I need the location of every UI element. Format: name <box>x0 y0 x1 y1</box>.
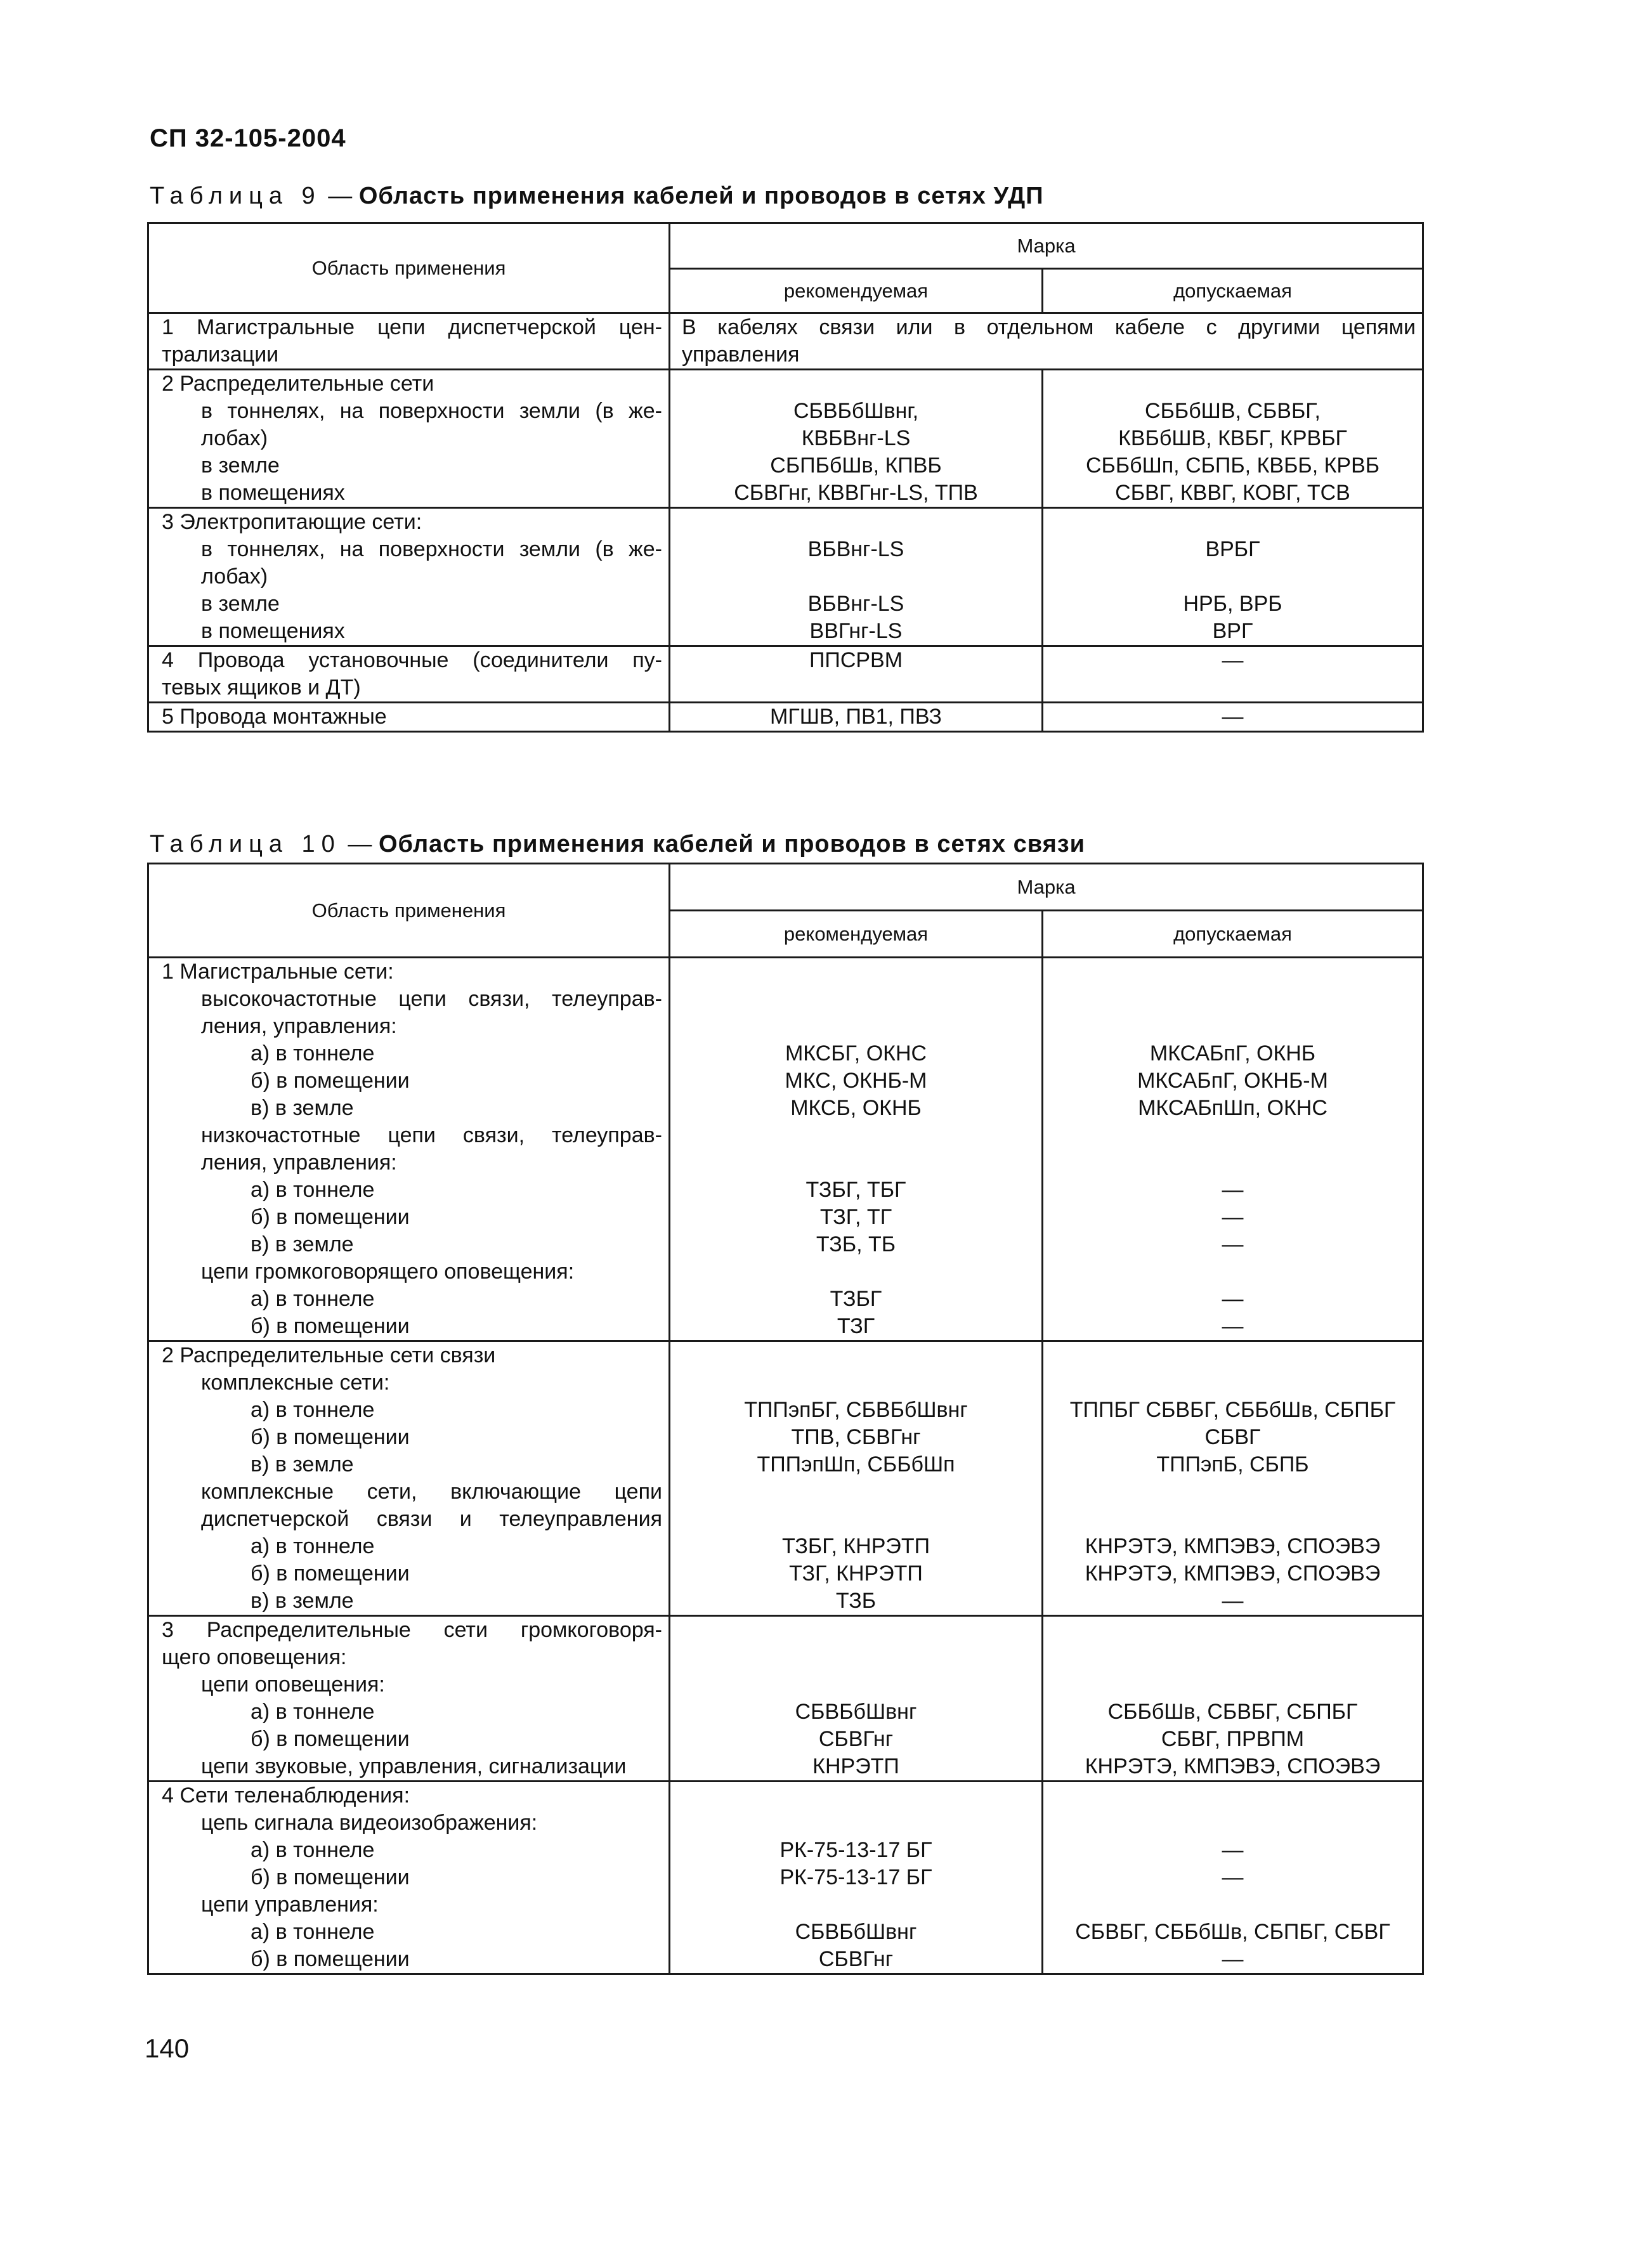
table10-row <box>148 958 1423 1341</box>
area-line: комплексные сети, включающие цепи <box>201 1480 662 1504</box>
area-line: цепи оповещения: <box>201 1672 385 1697</box>
value-line: ТЗБГ, ТБГ <box>805 1178 906 1202</box>
value-line <box>670 1644 1041 1671</box>
value-line <box>670 674 1041 701</box>
value-line <box>670 1506 1041 1533</box>
area-line: б) в помещении <box>251 1947 410 1971</box>
value-line: ТЗГ, КНРЭТП <box>789 1561 923 1586</box>
value-line <box>670 1258 1041 1286</box>
area-line: щего оповещения: <box>162 1645 347 1669</box>
area-line: 2 Распределительные сети <box>162 372 434 396</box>
value-line <box>670 1809 1041 1837</box>
value-line <box>670 1122 1041 1149</box>
area-line: 4 Сети теленаблюдения: <box>162 1783 410 1808</box>
table10-area-cell <box>148 1341 670 1616</box>
value-line: МКСБГ, ОКНС <box>785 1041 927 1066</box>
value-line: СББбШВ, СБВБГ, <box>1145 399 1321 423</box>
table10-allowed-cell <box>1043 1782 1423 1974</box>
area-line: трализации <box>162 342 279 367</box>
value-line <box>1043 1644 1422 1671</box>
area-line: цепи звуковые, управления, сигнализации <box>201 1754 627 1778</box>
table9-allowed-cell <box>1043 370 1423 508</box>
value-line: ППСРВМ <box>809 648 903 672</box>
value-line: КНРЭТЭ, КМПЭВЭ, СПОЭВЭ <box>1085 1561 1381 1586</box>
value-line: ТППэпБ, СБПБ <box>1156 1452 1309 1476</box>
area-line: а) в тоннеле <box>251 1178 375 1202</box>
area-line: лобах) <box>201 426 268 450</box>
table10-row <box>148 1341 1423 1616</box>
table10-row <box>148 1782 1423 1974</box>
value-line: — <box>1222 705 1244 729</box>
value-line: ВВГнг-LS <box>809 619 903 643</box>
value-line: РК-75-13-17 БГ <box>779 1865 932 1889</box>
value-line <box>1043 563 1422 590</box>
area-line: 4 Провода установочные (соединители пу- <box>162 648 662 672</box>
table10-header-allowed: допускаемая <box>1043 911 1423 958</box>
table9-row <box>148 508 1423 646</box>
table10-header-recommended: рекомендуемая <box>670 911 1043 958</box>
value-line: СБВГ, ПРВПМ <box>1161 1727 1305 1751</box>
table9-header-area: Область применения <box>148 223 670 313</box>
area-line: ления, управления: <box>201 1014 397 1038</box>
table9-allowed-cell <box>1043 508 1423 646</box>
value-line: КВБбШВ, КВБГ, КРВБГ <box>1118 426 1347 450</box>
value-line: КВБВнг-LS <box>801 426 911 450</box>
value-line: — <box>1222 648 1244 672</box>
table9-allowed-cell <box>1043 646 1423 703</box>
value-line: МКСАБпГ, ОКНБ-М <box>1137 1069 1328 1093</box>
value-line <box>1043 1782 1422 1809</box>
table10-area-cell <box>148 1616 670 1782</box>
table9-row <box>148 313 1423 370</box>
value-line <box>670 370 1041 398</box>
value-line: — <box>1222 1865 1244 1889</box>
table9-header-recommended: рекомендуемая <box>670 269 1043 313</box>
table9-area-cell <box>148 646 670 703</box>
value-line: КНРЭТП <box>812 1754 899 1778</box>
value-line <box>670 563 1041 590</box>
area-line: лобах) <box>201 564 268 589</box>
table9-area-cell <box>148 508 670 646</box>
area-line: 3 Распределительные сети громкоговоря- <box>162 1618 662 1642</box>
value-line: СБВГнг <box>818 1947 894 1971</box>
page-number: 140 <box>145 2033 190 2063</box>
area-line: б) в помещении <box>251 1727 410 1751</box>
value-line <box>1043 674 1422 701</box>
value-line: СБВГ, КВВГ, КОВГ, ТСВ <box>1115 481 1350 505</box>
table10-area-cell <box>148 1782 670 1974</box>
table10-header-mark: Марка <box>670 864 1423 911</box>
area-line: б) в помещении <box>251 1205 410 1229</box>
value-line <box>670 986 1041 1013</box>
table9-header-allowed: допускаемая <box>1043 269 1423 313</box>
table9-caption-dash: — <box>321 183 359 209</box>
value-line: ВРГ <box>1212 619 1253 643</box>
table9-caption-label: Таблица 9 <box>150 183 322 209</box>
value-line <box>670 958 1041 986</box>
value-line: ТППэпБГ, СБВБбШвнг <box>744 1398 968 1422</box>
value-line: СБВБГ, СББбШв, СБПБГ, СБВГ <box>1075 1920 1390 1944</box>
area-line: 1 Магистральные сети: <box>162 960 394 984</box>
area-line: в) в земле <box>251 1096 354 1120</box>
area-line: цепь сигнала видеоизображения: <box>201 1811 538 1835</box>
value-line: ВБВнг-LS <box>807 537 904 561</box>
value-line <box>1043 1671 1422 1698</box>
table10-caption-label: Таблица 10 <box>150 831 341 857</box>
value-line <box>1043 1149 1422 1176</box>
merged-line: управления <box>682 342 800 367</box>
value-line: МКСБ, ОКНБ <box>790 1096 922 1120</box>
area-line: а) в тоннеле <box>251 1700 375 1724</box>
value-line <box>1043 1506 1422 1533</box>
table9-recommended-cell <box>670 508 1043 646</box>
value-line: ТППэпШп, СББбШп <box>757 1452 955 1476</box>
table9 <box>147 222 1424 733</box>
value-line: — <box>1222 1589 1244 1613</box>
area-line: 2 Распределительные сети связи <box>162 1343 496 1367</box>
value-line: СБВБбШвнг <box>795 1700 917 1724</box>
value-line: ТЗБГ, КНРЭТП <box>781 1534 930 1558</box>
value-line <box>670 1342 1041 1369</box>
value-line <box>1043 509 1422 536</box>
value-line: СБВГнг, КВВГнг-LS, ТПВ <box>734 481 978 505</box>
area-line: а) в тоннеле <box>251 1838 375 1862</box>
value-line: ТЗГ <box>837 1314 875 1338</box>
table10-header-area: Область применения <box>148 864 670 958</box>
value-line <box>1043 1809 1422 1837</box>
table10-allowed-cell <box>1043 958 1423 1341</box>
area-line: в земле <box>201 592 280 616</box>
value-line: КНРЭТЭ, КМПЭВЭ, СПОЭВЭ <box>1085 1754 1381 1778</box>
area-line: а) в тоннеле <box>251 1920 375 1944</box>
area-line: в помещениях <box>201 619 345 643</box>
area-line: в земле <box>201 453 280 478</box>
value-line: ВРБГ <box>1205 537 1260 561</box>
area-line: в) в земле <box>251 1452 354 1476</box>
table9-recommended-cell <box>670 370 1043 508</box>
area-line: б) в помещении <box>251 1069 410 1093</box>
value-line <box>1043 1617 1422 1644</box>
table10-allowed-cell <box>1043 1341 1423 1616</box>
table9-area-cell <box>148 370 670 508</box>
value-line: МКСАБпШп, ОКНС <box>1138 1096 1327 1120</box>
table10-recommended-cell <box>670 1616 1043 1782</box>
table10-recommended-cell <box>670 958 1043 1341</box>
table10-caption-title: Область применения кабелей и проводов в сетях связи <box>378 831 1086 857</box>
table10-row <box>148 1616 1423 1782</box>
table10-caption-dash: — <box>341 831 379 857</box>
value-line: — <box>1222 1178 1244 1202</box>
area-line: ления, управления: <box>201 1150 397 1175</box>
area-line: в тоннелях, на поверхности земли (в же- <box>201 399 662 423</box>
table10-recommended-cell <box>670 1341 1043 1616</box>
value-line: МКСАБпГ, ОКНБ <box>1149 1041 1316 1066</box>
value-line: ТЗБ <box>835 1589 877 1613</box>
value-line: ТППБГ СБВБГ, СББбШв, СБПБГ <box>1069 1398 1396 1422</box>
value-line: СБВГ <box>1204 1425 1261 1449</box>
table9-caption-title: Область применения кабелей и проводов в сетях УДП <box>358 183 1044 209</box>
value-line: — <box>1222 1314 1244 1338</box>
table9-row <box>148 646 1423 703</box>
value-line <box>1043 1258 1422 1286</box>
value-line <box>670 1149 1041 1176</box>
area-line: 3 Электропитающие сети: <box>162 510 422 534</box>
area-line: высокочастотные цепи связи, телеуправ- <box>201 987 662 1011</box>
value-line: — <box>1222 1947 1244 1971</box>
value-line <box>1043 1891 1422 1919</box>
value-line: — <box>1222 1205 1244 1229</box>
value-line <box>670 1617 1041 1644</box>
value-line <box>670 1369 1041 1397</box>
area-line: в тоннелях, на поверхности земли (в же- <box>201 537 662 561</box>
value-line <box>670 1782 1041 1809</box>
value-line: РК-75-13-17 БГ <box>779 1838 932 1862</box>
table10-allowed-cell <box>1043 1616 1423 1782</box>
area-line: низкочастотные цепи связи, телеуправ- <box>201 1123 662 1147</box>
table10 <box>147 863 1424 1975</box>
area-line: цепи управления: <box>201 1893 379 1917</box>
value-line: НРБ, ВРБ <box>1183 592 1282 616</box>
value-line <box>670 1478 1041 1506</box>
value-line: ТЗБГ <box>830 1287 882 1311</box>
table9-allowed-cell <box>1043 703 1423 732</box>
table9-area-cell <box>148 313 670 370</box>
area-line: б) в помещении <box>251 1314 410 1338</box>
area-line: в помещениях <box>201 481 345 505</box>
value-line: СББбШв, СБВБГ, СБПБГ <box>1107 1700 1358 1724</box>
table10-area-cell <box>148 958 670 1341</box>
value-line: ВБВнг-LS <box>807 592 904 616</box>
value-line <box>1043 958 1422 986</box>
value-line <box>670 509 1041 536</box>
value-line: МКС, ОКНБ-М <box>785 1069 927 1093</box>
value-line: ТЗГ, ТГ <box>819 1205 892 1229</box>
area-line: б) в помещении <box>251 1865 410 1889</box>
area-line: в) в земле <box>251 1232 354 1256</box>
area-line: комплексные сети: <box>201 1371 390 1395</box>
table9-recommended-cell <box>670 703 1043 732</box>
value-line <box>1043 1342 1422 1369</box>
value-line: — <box>1222 1287 1244 1311</box>
table10-recommended-cell <box>670 1782 1043 1974</box>
value-line: СБПБбШв, КПВБ <box>770 453 942 478</box>
table9-recommended-cell <box>670 646 1043 703</box>
value-line <box>1043 1013 1422 1040</box>
value-line <box>670 1013 1041 1040</box>
area-line: в) в земле <box>251 1589 354 1613</box>
table9-caption <box>150 183 1044 210</box>
value-line <box>1043 1122 1422 1149</box>
value-line: — <box>1222 1232 1244 1256</box>
value-line <box>670 1671 1041 1698</box>
area-line: тевых ящиков и ДТ) <box>162 675 361 700</box>
value-line: ТЗБ, ТБ <box>816 1232 896 1256</box>
area-line: б) в помещении <box>251 1561 410 1586</box>
area-line: а) в тоннеле <box>251 1287 375 1311</box>
area-line: цепи громкоговорящего оповещения: <box>201 1260 575 1284</box>
merged-line: В кабелях связи или в отдельном кабеле с другими цепями <box>682 315 1416 339</box>
value-line: — <box>1222 1838 1244 1862</box>
document-code-header: СП 32-105-2004 <box>150 124 346 152</box>
area-line: 5 Провода монтажные <box>162 705 387 729</box>
table9-row <box>148 370 1423 508</box>
value-line: СБВБбШвнг <box>795 1920 917 1944</box>
area-line: диспетчерской связи и телеуправления <box>201 1507 662 1531</box>
value-line: СББбШп, СБПБ, КВББ, КРВБ <box>1085 453 1380 478</box>
value-line: МГШВ, ПВ1, ПВЗ <box>770 705 942 729</box>
table9-header-mark: Марка <box>670 223 1423 269</box>
area-line: а) в тоннеле <box>251 1534 375 1558</box>
value-line <box>1043 1478 1422 1506</box>
value-line <box>670 1891 1041 1919</box>
value-line: КНРЭТЭ, КМПЭВЭ, СПОЭВЭ <box>1085 1534 1381 1558</box>
value-line <box>1043 986 1422 1013</box>
area-line: б) в помещении <box>251 1425 410 1449</box>
area-line: а) в тоннеле <box>251 1398 375 1422</box>
table9-merged-cell <box>670 313 1423 370</box>
value-line: ТПВ, СБВГнг <box>791 1425 921 1449</box>
value-line: СБВГнг <box>818 1727 894 1751</box>
table10-caption <box>150 831 1085 858</box>
table9-row <box>148 703 1423 732</box>
value-line <box>1043 370 1422 398</box>
value-line: СБВБбШвнг, <box>793 399 919 423</box>
area-line: 1 Магистральные цепи диспетчерской цен- <box>162 315 662 339</box>
table9-area-cell <box>148 703 670 732</box>
area-line: а) в тоннеле <box>251 1041 375 1066</box>
value-line <box>1043 1369 1422 1397</box>
